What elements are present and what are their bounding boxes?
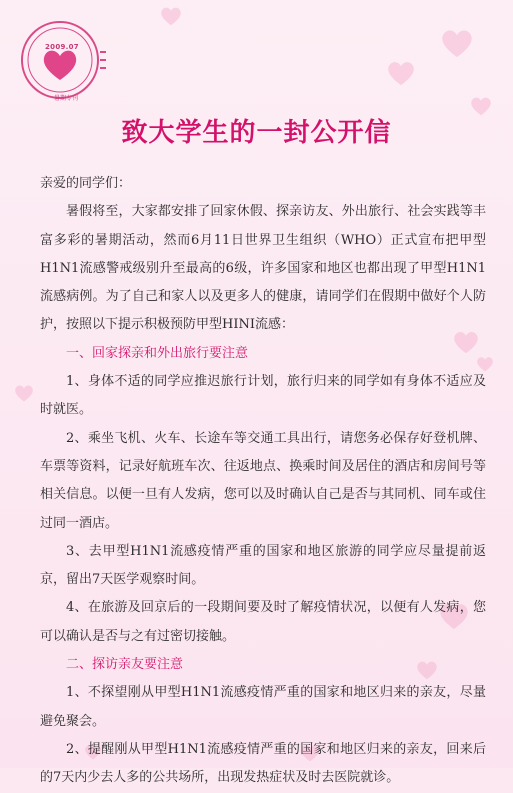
list-item: 4、在旅游及回京后的一段期间要及时了解疫情状况，以便有人发病，您可以确认是否与之有过密切接触。 <box>40 600 486 644</box>
heart-icon <box>386 60 416 86</box>
list-item: 1、身体不适的同学应推迟旅行计划，旅行归来的同学如有身体不适应及时就医。 <box>40 374 486 418</box>
page-title: 致大学生的一封公开信 <box>121 118 392 148</box>
list-item: 2、乘坐飞机、火车、长途车等交通工具出行，请您务必保存好登机牌、车票等资料，记录好航班车次、往返地点、换乘时间及居住的酒店和房间号等相关信息。以便一旦有人发病，您可以及时确认自己是否与其同机、同车或住过同一酒店。 <box>40 430 486 531</box>
heart-icon <box>160 6 182 26</box>
stamp-date: 2009.07 <box>45 43 79 51</box>
section-heading: 二、探访亲友要注意 <box>66 657 184 673</box>
heart-icon <box>14 384 34 402</box>
letter-body <box>40 170 486 793</box>
intro-paragraph: 暑假将至，大家都安排了回家休假、探亲访友、外出旅行、社会实践等丰富多彩的暑期活动，然而6月11日世界卫生组织（WHO）正式宣布把甲型H1N1流感警戒级别升至最高的6级，许多国家和地区也都出现了甲型H1N1流感病例。为了自己和家人以及更多人的健康，请同学们在假期中做好个人防护，按照以下提示积极预防甲型HINI流感： <box>40 204 486 333</box>
section-heading: 一、回家探亲和外出旅行要注意 <box>66 345 249 361</box>
greeting: 亲爱的同学们： <box>40 176 132 191</box>
list-item: 1、不探望刚从甲型H1N1流感疫情严重的国家和地区归来的亲友，尽量避免聚会。 <box>40 685 486 729</box>
heart-icon <box>440 28 474 58</box>
postmark-stamp <box>14 14 106 106</box>
list-item: 3、去甲型H1N1流感疫情严重的国家和地区旅游的同学应尽量提前返京，留出7天医学观察时间。 <box>40 543 486 588</box>
stamp-label: 暑期专刊 <box>53 95 78 102</box>
list-item: 2、提醒刚从甲型H1N1流感疫情严重的国家和地区归来的亲友，回来后的7天内少去人多的公共场所，出现发热症状及时去医院就诊。 <box>40 741 486 786</box>
